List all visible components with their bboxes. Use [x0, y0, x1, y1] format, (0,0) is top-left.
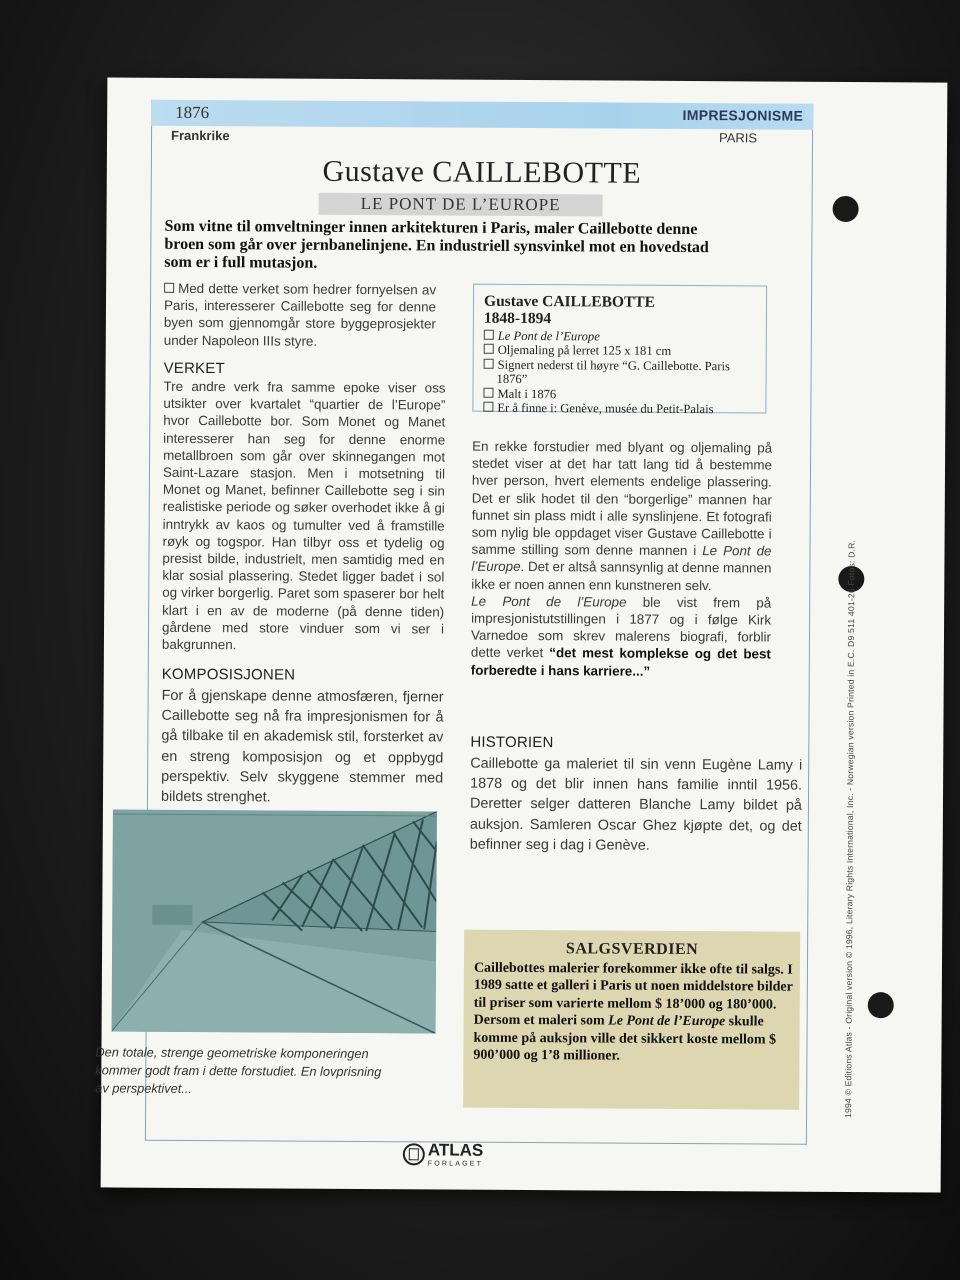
right-p1-italic: Le Pont de l’Europe — [471, 543, 772, 575]
artwork-info-box — [472, 284, 767, 417]
right-p1-end: . Det er altså sannsynlig at denne mannen ikke er noen annen enn kunstneren selv. — [471, 559, 772, 593]
verket-text: Tre andre verk fra samme epoke viser oss utsikter over kvartalet “quartier de l’Europe” hvor Caillebotte bor. Som Monet og Manet interesserer han seg for denne enorme metallbroen som går over skinnegangen mot Saint-Lazare stasjon. Men i motsetning til Monet og Manet, befinner Caillebotte seg i sin realistiske periode og søker overhodet ikke å gi inntrykk av kaos og tumulter ved å framstille røyk og togspor. Han tilbyr oss et tydelig og presist bilde, industrielt, men samtidig med en klar sosial plassering. Stedet ligger badet i sol og virker borgerlig. Paret som spaserer bor helt klart i en av de moderne (på denne tiden) gårdene med store vinduer som vi ser i bakgrunnen. — [161, 378, 446, 653]
info-item-text: Signert nederst til høyre “G. Caillebotte. Paris 1876” — [496, 357, 730, 387]
section-heading-verket: VERKET — [163, 359, 225, 378]
country: Frankrike — [170, 127, 230, 144]
sales-text — [473, 960, 794, 1066]
checkbox-bullet-icon — [484, 359, 494, 369]
info-item-text: Er å finne i: Genève, musée du Petit-Palais — [497, 400, 714, 417]
work-title: LE PONT DE L’EUROPE — [319, 193, 603, 217]
info-item-text: Malt i 1876 — [497, 386, 557, 401]
intro-paragraph — [164, 280, 436, 350]
right-p2-quote: “det mest komplekse og det best forberedte i hans karriere...” — [470, 645, 771, 679]
right-p1: En rekke forstudier med blyant og oljemaling på stedet viser at det har tatt lang tid å bestemme hver person, hvert elements endelige plassering. Det er slik hodet til den “borgerlige” mannen har funnet sin plass midt i alle synslinjene. Et fotografi som nylig ble oppdaget viser Gustave Caillebotte i samme stilling som denne mannen i — [471, 438, 773, 559]
city: PARIS — [718, 130, 758, 146]
info-item-text: Le Pont de l’Europe — [497, 328, 600, 344]
logo-sub: FORLAGET — [427, 1159, 484, 1168]
side-credits: 1994 © Editions Atlas - Original version © 1996, Literary Rights International, Inc. - Norwegian version Printed in E.C. D9 511 401-26 Fotos: D.R. — [843, 539, 857, 1119]
info-item — [483, 401, 763, 417]
section-heading-komposisjonen: KOMPOSISJONEN — [161, 665, 296, 684]
artist-title: Gustave CAILLEBOTTE — [322, 154, 642, 190]
komposisjonen-text: For å gjenskape denne atmosfæren, fjerner Caillebotte seg nå fra impresjonismen for å gå tilbake til en akademisk stil, forsterket av en streng komposisjon og et oppbygd perspektiv. Selv skyggene stemmer med bildets strenghet. — [160, 687, 444, 806]
info-list — [483, 329, 764, 417]
header-bar — [151, 100, 813, 130]
punch-hole — [833, 196, 859, 222]
checkbox-bullet-icon — [484, 344, 494, 354]
atlas-logo — [403, 1139, 484, 1168]
sales-text-b: skulle komme på auksjon ville det sikkert koste mellom $ 900’000 og 1’8 millioner. — [473, 1014, 777, 1064]
document-card — [95, 77, 948, 1192]
checkbox-bullet-icon — [164, 283, 174, 293]
bridge-study-image — [112, 809, 437, 1033]
sales-text-a: Caillebottes malerier forekommer ikke ofte til salgs. I 1989 satte et galleri i Paris ut noen middelstore bilder til priser som varierte mellom $ 18’000 og 180’000. Dersom et maleri som — [473, 960, 793, 1029]
image-caption: Den totale, strenge geometriske komponeringen kommer godt fram i dette forstudiet. En lovprisning av perspektivet... — [95, 1044, 382, 1096]
section-heading-historien: HISTORIEN — [470, 733, 554, 752]
movement: IMPRESJONISME — [682, 106, 804, 124]
right-column-text — [471, 438, 772, 681]
checkbox-bullet-icon — [484, 330, 494, 340]
atlas-logo-icon — [403, 1143, 425, 1165]
checkbox-bullet-icon — [483, 402, 493, 412]
info-artist-dates: 1848-1894 — [483, 309, 552, 328]
right-p2: ble vist frem på impresjonistutstillingen i 1877 og i følge Kirk Varnedoe som skrev malerens biografi, forblir dette verket — [470, 594, 772, 661]
intro-text: Med dette verket som hedrer fornyelsen av Paris, interesserer Caillebotte seg for denne byen som gjennomgår store byggeprosjekter under Napoleon IIIs styre. — [163, 280, 437, 349]
info-artist-name: Gustave CAILLEBOTTE — [483, 292, 656, 311]
checkbox-bullet-icon — [483, 387, 493, 397]
year: 1876 — [175, 102, 210, 123]
punch-hole — [868, 992, 894, 1018]
info-item — [484, 358, 764, 389]
sales-text-italic: Le Pont de l’Europe — [608, 1013, 726, 1030]
lead-paragraph: Som vitne til omveltninger innen arkitekturen i Paris, maler Caillebotte denne broen som går over jernbanelinjene. En industriell synsvinkel mot en hovedstad som er i full mutasjon. — [164, 217, 709, 272]
sales-value-box — [463, 930, 800, 1110]
right-p2-italic: Le Pont de l’Europe — [471, 593, 627, 610]
sales-heading: SALGSVERDIEN — [565, 940, 699, 959]
info-artist — [484, 293, 655, 328]
logo-name: ATLAS — [427, 1139, 484, 1160]
historien-text: Caillebotte ga maleriet til sin venn Eugène Lamy i 1878 og det blir innen hans familie inntil 1956. Deretter selger datteren Blanche Lamy bildet på auksjon. Samleren Oscar Ghez kjøpte det, og det befinner seg i dag i Genève. — [469, 755, 803, 854]
info-item-text: Oljemaling på lerret 125 x 181 cm — [497, 343, 672, 359]
